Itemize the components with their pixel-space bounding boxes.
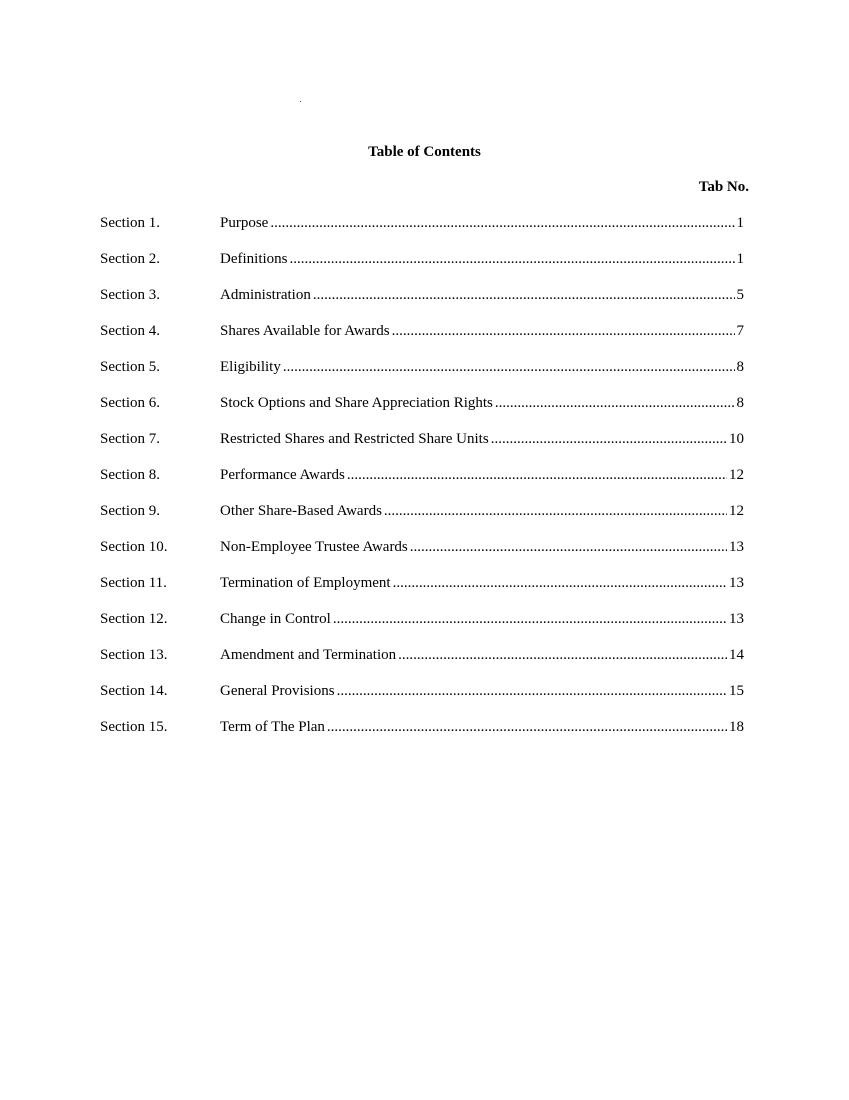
toc-entry-section-11 [100,574,744,610]
toc-entry-section-12 [100,610,744,646]
section-page-number: 8 [736,359,744,375]
section-page-number: 5 [736,287,744,303]
section-entry [220,286,744,304]
section-entry [220,214,744,232]
toc-entry-section-5 [100,358,744,394]
section-page-number: 13 [729,611,744,627]
toc-entry-section-1 [100,214,744,250]
section-title: Eligibility [220,359,281,375]
section-entry [220,538,744,556]
section-title: Stock Options and Share Appreciation Rights [220,395,493,411]
section-number: Section 6. [100,395,160,411]
dot-leader [270,214,734,232]
section-title: Non-Employee Trustee Awards [220,539,408,555]
dot-leader [398,646,727,664]
section-page-number: 1 [736,251,744,267]
section-page-number: 8 [736,395,744,411]
dot-leader [393,574,727,592]
dot-leader [491,430,727,448]
toc-entry-section-7 [100,430,744,466]
toc-entry-section-13 [100,646,744,682]
section-title: Definitions [220,251,288,267]
section-page-number: 18 [729,719,744,735]
section-entry [220,574,744,592]
scan-speck [300,101,301,102]
section-entry [220,430,744,448]
toc-entry-section-14 [100,682,744,718]
section-page-number: 7 [736,323,744,339]
section-title: Purpose [220,215,269,231]
section-page-number: 15 [729,683,744,699]
section-page-number: 14 [729,647,744,663]
dot-leader [327,718,727,736]
section-number: Section 4. [100,323,160,339]
section-entry [220,358,744,376]
toc-entry-section-4 [100,322,744,358]
section-number: Section 3. [100,287,160,303]
toc-entry-section-15 [100,718,744,754]
section-page-number: 12 [729,503,744,519]
section-number: Section 14. [100,683,168,699]
section-page-number: 13 [729,575,744,591]
section-title: Change in Control [220,611,331,627]
dot-leader [337,682,727,700]
dot-leader [290,250,735,268]
dot-leader [333,610,727,628]
toc-entry-section-8 [100,466,744,502]
dot-leader [384,502,727,520]
section-number: Section 5. [100,359,160,375]
section-entry [220,718,744,736]
section-title: Termination of Employment [220,575,391,591]
section-number: Section 7. [100,431,160,447]
dot-leader [495,394,735,412]
section-entry [220,682,744,700]
section-number: Section 2. [100,251,160,267]
section-entry [220,502,744,520]
section-number: Section 11. [100,575,167,591]
section-number: Section 8. [100,467,160,483]
section-title: Performance Awards [220,467,345,483]
toc-entry-section-6 [100,394,744,430]
section-page-number: 13 [729,539,744,555]
section-number: Section 10. [100,539,168,555]
toc-entry-section-9 [100,502,744,538]
dot-leader [392,322,735,340]
toc-entry-section-3 [100,286,744,322]
section-entry [220,322,744,340]
dot-leader [347,466,727,484]
dot-leader [313,286,735,304]
section-number: Section 15. [100,719,168,735]
toc-list [100,214,744,754]
toc-title: Table of Contents [368,144,481,160]
section-number: Section 9. [100,503,160,519]
section-entry [220,646,744,664]
tab-no-header: Tab No. [698,179,749,195]
section-title: General Provisions [220,683,335,699]
toc-entry-section-10 [100,538,744,574]
section-title: Restricted Shares and Restricted Share Units [220,431,489,447]
section-title: Administration [220,287,311,303]
section-title: Other Share-Based Awards [220,503,382,519]
section-number: Section 1. [100,215,160,231]
section-number: Section 12. [100,611,168,627]
section-title: Amendment and Termination [220,647,397,663]
section-entry [220,394,744,412]
dot-leader [283,358,735,376]
section-title: Term of The Plan [220,719,325,735]
dot-leader [410,538,727,556]
section-page-number: 10 [729,431,744,447]
section-entry [220,250,744,268]
section-title: Shares Available for Awards [220,323,390,339]
toc-entry-section-2 [100,250,744,286]
section-page-number: 12 [729,467,744,483]
section-entry [220,466,744,484]
section-page-number: 1 [736,215,744,231]
section-entry [220,610,744,628]
section-number: Section 13. [100,647,168,663]
